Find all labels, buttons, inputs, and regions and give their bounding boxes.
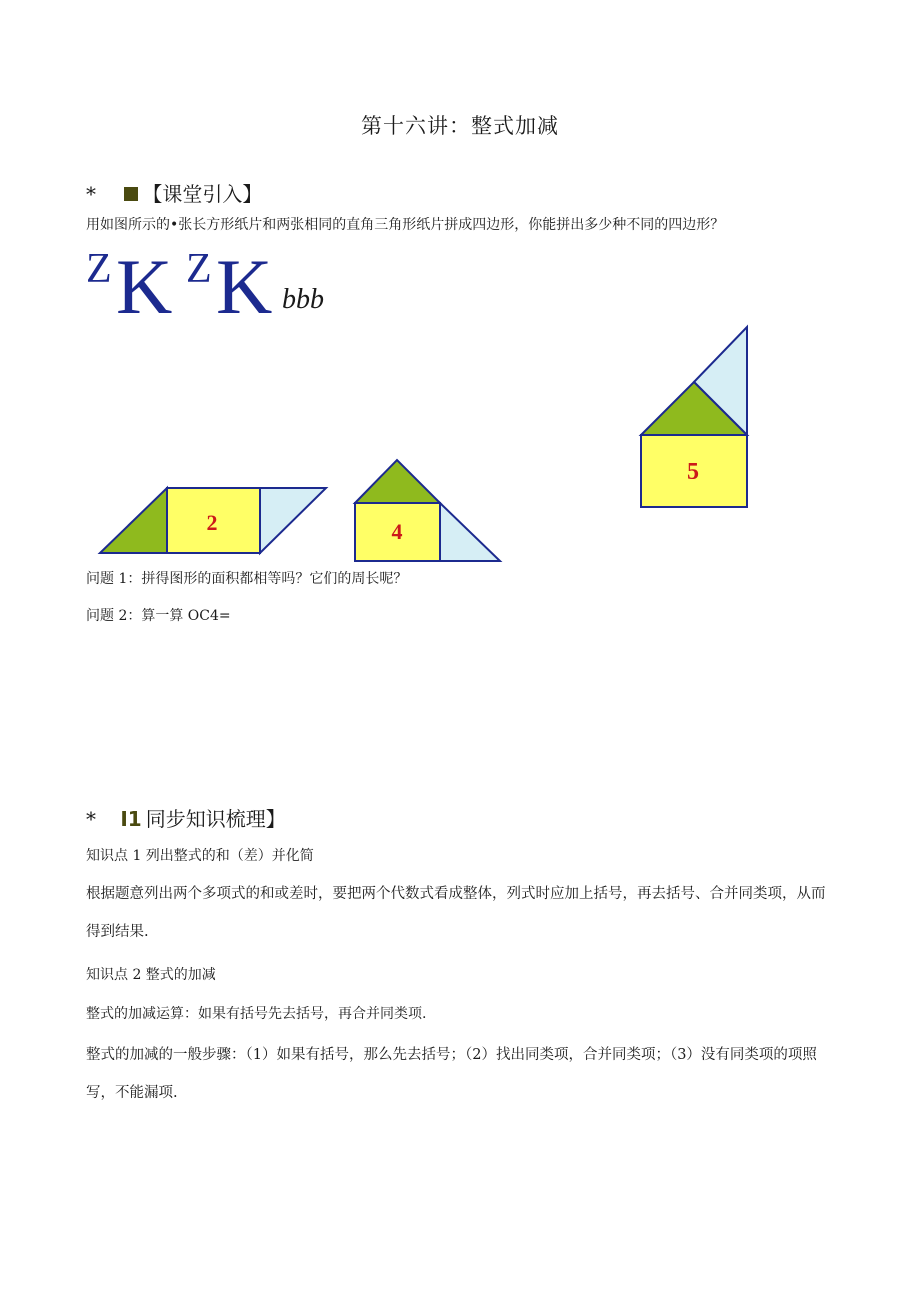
decor-z1: Z [86,246,112,292]
kp2-body-2: 整式的加减的一般步骤：（1）如果有括号，那么先去括号；（2）找出同类项，合并同类项；（3）没有同类项的项照写，不能漏项. [86,1047,817,1101]
shape-2-blue-triangle [260,488,326,553]
shape-5-group [641,327,747,507]
decor-k1: K [116,243,173,330]
question-1: 问题 1：拼得图形的面积都相等吗？它们的周长呢？ [86,571,408,587]
bullet: * [86,807,96,831]
kp2-title: 知识点 2 整式的加减 [86,967,216,983]
section-knowledge-heading [86,803,286,832]
decor-bbb: bbb [282,284,324,315]
kp1-body: 根据题意列出两个多项式的和或差时，要把两个代数式看成整体，列式时应加上括号，再去括号、合并同类项，从而得到结果. [86,886,826,940]
shape-4-green-triangle [355,460,440,503]
kp2-body-1: 整式的加减运算：如果有括号先去括号，再合并同类项. [86,1006,427,1022]
kp1-title: 知识点 1 列出整式的和（差）并化简 [86,848,314,864]
heading-text: 【课堂引入】 [142,182,263,206]
decor-z2: Z [186,246,212,292]
question-2: 问题 2：算一算 OC4= [86,608,231,624]
shape-4-blue-triangle [440,503,500,561]
intro-paragraph: 用如图所示的•张长方形纸片和两张相同的直角三角形纸片拼成四边形，你能拼出多少种不同的四边形？ [86,217,725,233]
bullet: * [86,182,96,206]
shape-2-group [100,488,326,553]
shape-4-group [355,460,500,561]
page-title: 第十六讲：整式加减 [361,114,559,138]
shape-5-label: 5 [687,459,699,485]
shapes-figure [0,0,920,600]
decor-k2: K [216,243,273,330]
shape-2-label: 2 [206,510,218,535]
shape-2-green-triangle [100,488,167,553]
section-mark: I1 [120,807,142,831]
shape-4-label: 4 [391,519,403,544]
heading-text: 同步知识梳理】 [145,807,286,831]
